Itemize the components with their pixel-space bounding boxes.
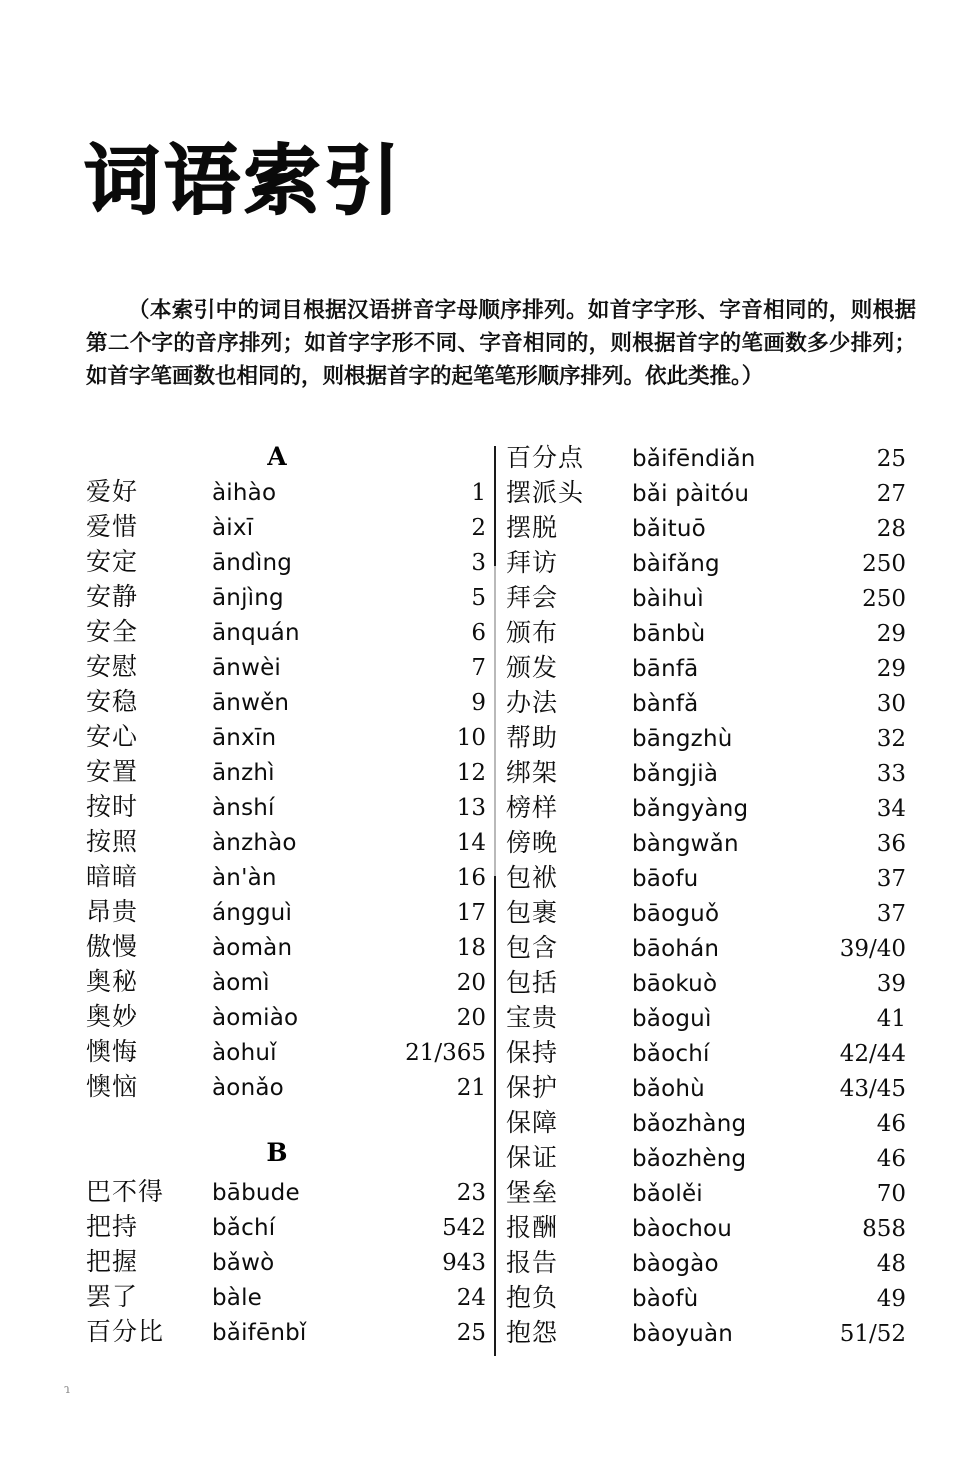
entry-headword: 报酬 bbox=[506, 1213, 559, 1242]
entry-headword: 抱负 bbox=[506, 1283, 559, 1312]
entry-pinyin: bàngwǎn bbox=[632, 831, 739, 857]
entry-page-number: 5 bbox=[471, 585, 486, 611]
entry-pinyin: āndìng bbox=[212, 550, 293, 576]
entry-page-number: 28 bbox=[876, 516, 906, 542]
index-entry[interactable] bbox=[506, 790, 906, 825]
entry-page-number: 43/45 bbox=[839, 1076, 906, 1102]
entry-headword: 按时 bbox=[86, 792, 139, 821]
entry-headword: 傲慢 bbox=[86, 932, 139, 961]
index-entry[interactable] bbox=[86, 719, 486, 754]
entry-page-number: 46 bbox=[876, 1146, 906, 1172]
index-entry[interactable] bbox=[506, 1245, 906, 1280]
entry-pinyin: àomì bbox=[212, 970, 270, 996]
index-entry[interactable] bbox=[506, 1140, 906, 1175]
entry-pinyin: bǎohù bbox=[632, 1076, 705, 1102]
entry-headword: 抱怨 bbox=[506, 1318, 559, 1347]
entry-pinyin: bàoyuàn bbox=[632, 1321, 734, 1347]
entry-headword: 安慰 bbox=[86, 652, 139, 681]
index-entry[interactable] bbox=[506, 650, 906, 685]
entry-headword: 包袱 bbox=[506, 863, 559, 892]
entry-pinyin: ānzhì bbox=[212, 760, 275, 786]
entry-headword: 奥妙 bbox=[86, 1002, 139, 1031]
entry-headword: 百分点 bbox=[506, 443, 585, 472]
entry-headword: 榜样 bbox=[506, 793, 559, 822]
entry-headword: 爱好 bbox=[86, 477, 139, 506]
entry-page-number: 943 bbox=[442, 1250, 486, 1276]
entry-page-number: 13 bbox=[456, 795, 486, 821]
entry-headword: 保护 bbox=[506, 1073, 559, 1102]
entry-pinyin: ānquán bbox=[212, 620, 300, 646]
entry-headword: 颁发 bbox=[506, 653, 559, 682]
entry-headword: 保证 bbox=[506, 1143, 559, 1172]
index-entry[interactable] bbox=[506, 615, 906, 650]
entry-pinyin: bānbù bbox=[632, 621, 706, 647]
entry-headword: 把持 bbox=[86, 1212, 139, 1241]
entry-headword: 安全 bbox=[86, 617, 139, 646]
entry-headword: 拜访 bbox=[506, 548, 559, 577]
entry-page-number: 14 bbox=[456, 830, 486, 856]
entry-page-number: 21 bbox=[456, 1075, 486, 1101]
entry-headword: 把握 bbox=[86, 1247, 139, 1276]
index-entry[interactable] bbox=[86, 684, 486, 719]
entry-page-number: 21/365 bbox=[405, 1040, 486, 1066]
section-header-a: A bbox=[267, 442, 287, 471]
entry-page-number: 542 bbox=[442, 1215, 486, 1241]
index-entry[interactable] bbox=[506, 755, 906, 790]
entry-page-number: 10 bbox=[456, 725, 486, 751]
entry-headword: 傍晚 bbox=[506, 828, 559, 857]
entry-page-number: 34 bbox=[876, 796, 906, 822]
index-entry[interactable] bbox=[86, 859, 486, 894]
index-entry[interactable] bbox=[506, 1105, 906, 1140]
entry-pinyin: bǎifēnbǐ bbox=[212, 1320, 307, 1346]
entry-pinyin: bāofu bbox=[632, 866, 699, 892]
index-entry[interactable] bbox=[86, 894, 486, 929]
entry-page-number: 51/52 bbox=[839, 1321, 906, 1347]
entry-page-number: 29 bbox=[876, 621, 906, 647]
section-header-b: B bbox=[266, 1138, 288, 1167]
entry-pinyin: àohuǐ bbox=[212, 1040, 277, 1066]
index-entry[interactable] bbox=[506, 1315, 906, 1350]
index-entry[interactable] bbox=[86, 1279, 486, 1314]
entry-page-number: 27 bbox=[876, 481, 906, 507]
index-entry[interactable] bbox=[506, 1280, 906, 1315]
entry-page-number: 24 bbox=[456, 1285, 486, 1311]
entry-headword: 安定 bbox=[86, 547, 139, 576]
entry-pinyin: àonǎo bbox=[212, 1075, 284, 1101]
entry-page-number: 29 bbox=[876, 656, 906, 682]
index-entry[interactable] bbox=[86, 614, 486, 649]
entry-pinyin: àomàn bbox=[212, 935, 293, 961]
entry-page-number: 23 bbox=[456, 1180, 486, 1206]
index-entry[interactable] bbox=[86, 789, 486, 824]
index-entry[interactable] bbox=[506, 475, 906, 510]
entry-pinyin: bǎozhèng bbox=[632, 1146, 747, 1172]
index-entry[interactable] bbox=[506, 1070, 906, 1105]
entry-page-number: 49 bbox=[876, 1286, 906, 1312]
index-entry[interactable] bbox=[506, 1000, 906, 1035]
index-entry[interactable] bbox=[506, 965, 906, 1000]
column-divider bbox=[494, 446, 496, 1356]
entry-page-number: 250 bbox=[862, 551, 906, 577]
index-column-right bbox=[506, 440, 906, 1350]
entry-pinyin: bāoguǒ bbox=[632, 901, 720, 927]
entry-headword: 办法 bbox=[506, 688, 559, 717]
entry-page-number: 37 bbox=[876, 866, 906, 892]
entry-page-number: 20 bbox=[456, 970, 486, 996]
index-entry[interactable] bbox=[506, 1210, 906, 1245]
entry-pinyin: ángguì bbox=[212, 900, 293, 926]
entry-page-number: 7 bbox=[471, 655, 486, 681]
index-entry[interactable] bbox=[506, 545, 906, 580]
entry-pinyin: bǎngjià bbox=[632, 761, 719, 787]
entry-page-number: 39/40 bbox=[839, 936, 906, 962]
entry-page-number: 16 bbox=[456, 865, 486, 891]
entry-pinyin: ānjìng bbox=[212, 585, 284, 611]
entry-pinyin: bǎwò bbox=[212, 1250, 275, 1276]
index-entry[interactable] bbox=[506, 685, 906, 720]
entry-page-number: 30 bbox=[876, 691, 906, 717]
entry-pinyin: bǎifēndiǎn bbox=[632, 446, 756, 472]
entry-headword: 摆脱 bbox=[506, 513, 559, 542]
entry-headword: 摆派头 bbox=[506, 478, 585, 507]
index-entry[interactable] bbox=[86, 579, 486, 614]
entry-headword: 报告 bbox=[506, 1248, 559, 1277]
entry-headword: 懊恼 bbox=[86, 1072, 139, 1101]
entry-headword: 包裹 bbox=[506, 898, 559, 927]
entry-headword: 奥秘 bbox=[86, 967, 139, 996]
index-entry[interactable] bbox=[86, 1034, 486, 1069]
entry-headword: 安静 bbox=[86, 582, 139, 611]
entry-page-number: 46 bbox=[876, 1111, 906, 1137]
entry-pinyin: bāokuò bbox=[632, 971, 718, 997]
entry-pinyin: ānwèi bbox=[212, 655, 282, 681]
entry-headword: 懊悔 bbox=[86, 1037, 139, 1066]
index-entry[interactable] bbox=[506, 1035, 906, 1070]
entry-headword: 宝贵 bbox=[506, 1003, 559, 1032]
index-entry[interactable] bbox=[506, 930, 906, 965]
entry-page-number: 33 bbox=[876, 761, 906, 787]
entry-pinyin: bàle bbox=[212, 1285, 263, 1311]
entry-headword: 暗暗 bbox=[86, 862, 139, 891]
index-entry[interactable] bbox=[86, 474, 486, 509]
entry-page-number: 3 bbox=[471, 550, 486, 576]
entry-headword: 绑架 bbox=[506, 758, 559, 787]
entry-headword: 爱惜 bbox=[86, 512, 139, 541]
entry-page-number: 48 bbox=[876, 1251, 906, 1277]
index-entry[interactable] bbox=[506, 440, 906, 475]
entry-headword: 拜会 bbox=[506, 583, 559, 612]
entry-pinyin: bàifǎng bbox=[632, 551, 720, 577]
entry-page-number: 25 bbox=[876, 446, 906, 472]
entry-page-number: 6 bbox=[471, 620, 486, 646]
entry-headword: 包括 bbox=[506, 968, 559, 997]
entry-pinyin: bàihuì bbox=[632, 586, 704, 612]
index-entry[interactable] bbox=[86, 509, 486, 544]
entry-page-number: 32 bbox=[876, 726, 906, 752]
entry-pinyin: ànzhào bbox=[212, 830, 297, 856]
index-entry[interactable] bbox=[86, 544, 486, 579]
entry-pinyin: bàofù bbox=[632, 1286, 699, 1312]
entry-headword: 帮助 bbox=[506, 723, 559, 752]
entry-pinyin: bǎngyàng bbox=[632, 796, 749, 822]
entry-page-number: 25 bbox=[456, 1320, 486, 1346]
entry-pinyin: bànfǎ bbox=[632, 691, 699, 717]
entry-headword: 包含 bbox=[506, 933, 559, 962]
index-entry[interactable] bbox=[86, 964, 486, 999]
entry-pinyin: àihào bbox=[212, 480, 277, 506]
entry-page-number: 20 bbox=[456, 1005, 486, 1031]
entry-headword: 保持 bbox=[506, 1038, 559, 1067]
index-entry[interactable] bbox=[506, 580, 906, 615]
entry-pinyin: bǎi pàitóu bbox=[632, 481, 750, 507]
index-entry[interactable] bbox=[506, 895, 906, 930]
index-entry[interactable] bbox=[86, 1209, 486, 1244]
entry-page-number: 250 bbox=[862, 586, 906, 612]
entry-page-number: 41 bbox=[876, 1006, 906, 1032]
index-entry[interactable] bbox=[86, 999, 486, 1034]
entry-pinyin: ānxīn bbox=[212, 725, 277, 751]
entry-pinyin: bābude bbox=[212, 1180, 300, 1206]
entry-pinyin: bǎituō bbox=[632, 516, 706, 542]
entry-page-number: 18 bbox=[456, 935, 486, 961]
index-entry[interactable] bbox=[506, 1175, 906, 1210]
entry-headword: 昂贵 bbox=[86, 897, 139, 926]
entry-page-number: 9 bbox=[471, 690, 486, 716]
entry-pinyin: ànshí bbox=[212, 795, 275, 821]
entry-pinyin: bāohán bbox=[632, 936, 720, 962]
entry-pinyin: bǎozhàng bbox=[632, 1111, 747, 1137]
entry-headword: 罢了 bbox=[86, 1282, 139, 1311]
entry-pinyin: ānwěn bbox=[212, 690, 290, 716]
scan-artifact-mark: ɿ bbox=[64, 1382, 70, 1397]
entry-page-number: 12 bbox=[456, 760, 486, 786]
entry-pinyin: bǎolěi bbox=[632, 1181, 703, 1207]
entry-headword: 颁布 bbox=[506, 618, 559, 647]
entry-headword: 巴不得 bbox=[86, 1177, 165, 1206]
entry-page-number: 36 bbox=[876, 831, 906, 857]
index-entry[interactable] bbox=[86, 1244, 486, 1279]
entry-page-number: 37 bbox=[876, 901, 906, 927]
entry-page-number: 1 bbox=[471, 480, 486, 506]
index-entry[interactable] bbox=[506, 720, 906, 755]
index-entry[interactable] bbox=[86, 649, 486, 684]
entry-headword: 保障 bbox=[506, 1108, 559, 1137]
entry-headword: 按照 bbox=[86, 827, 139, 856]
entry-pinyin: bānfā bbox=[632, 656, 699, 682]
page-title: 词语索引 bbox=[84, 135, 404, 225]
index-entry[interactable] bbox=[86, 824, 486, 859]
entry-pinyin: bāngzhù bbox=[632, 726, 733, 752]
entry-headword: 百分比 bbox=[86, 1317, 165, 1346]
index-usage-note: （本索引中的词目根据汉语拼音字母顺序排列。如首字字形、字音相同的，则根据第二个字的音序排列；如首字字形不同、字音相同的，则根据首字的笔画数多少排列；如首字笔画数也相同的，则根据首字的起笔笔形顺序排列。依此类推。） bbox=[86, 297, 916, 389]
entry-pinyin: bàochou bbox=[632, 1216, 733, 1242]
entry-headword: 堡垒 bbox=[506, 1178, 559, 1207]
index-entry[interactable] bbox=[86, 754, 486, 789]
index-entry[interactable] bbox=[506, 510, 906, 545]
entry-pinyin: àomiào bbox=[212, 1005, 299, 1031]
entry-page-number: 70 bbox=[876, 1181, 906, 1207]
index-entry[interactable] bbox=[86, 929, 486, 964]
index-entry[interactable] bbox=[506, 825, 906, 860]
entry-page-number: 42/44 bbox=[839, 1041, 906, 1067]
entry-pinyin: àn'àn bbox=[212, 865, 277, 891]
entry-headword: 安心 bbox=[86, 722, 139, 751]
index-entry[interactable] bbox=[86, 1314, 486, 1349]
entry-pinyin: bǎoguì bbox=[632, 1006, 712, 1032]
entry-page-number: 858 bbox=[862, 1216, 906, 1242]
entry-headword: 安置 bbox=[86, 757, 139, 786]
index-entry[interactable] bbox=[86, 1069, 486, 1104]
entry-page-number: 17 bbox=[456, 900, 486, 926]
entry-headword: 安稳 bbox=[86, 687, 139, 716]
entry-page-number: 2 bbox=[471, 515, 486, 541]
index-entry[interactable] bbox=[86, 1174, 486, 1209]
entry-page-number: 39 bbox=[876, 971, 906, 997]
entry-pinyin: bǎochí bbox=[632, 1041, 710, 1067]
index-column-left bbox=[86, 440, 486, 1349]
index-entry[interactable] bbox=[506, 860, 906, 895]
entry-pinyin: àixī bbox=[212, 515, 254, 541]
entry-pinyin: bàogào bbox=[632, 1251, 719, 1277]
entry-pinyin: bǎchí bbox=[212, 1215, 276, 1241]
